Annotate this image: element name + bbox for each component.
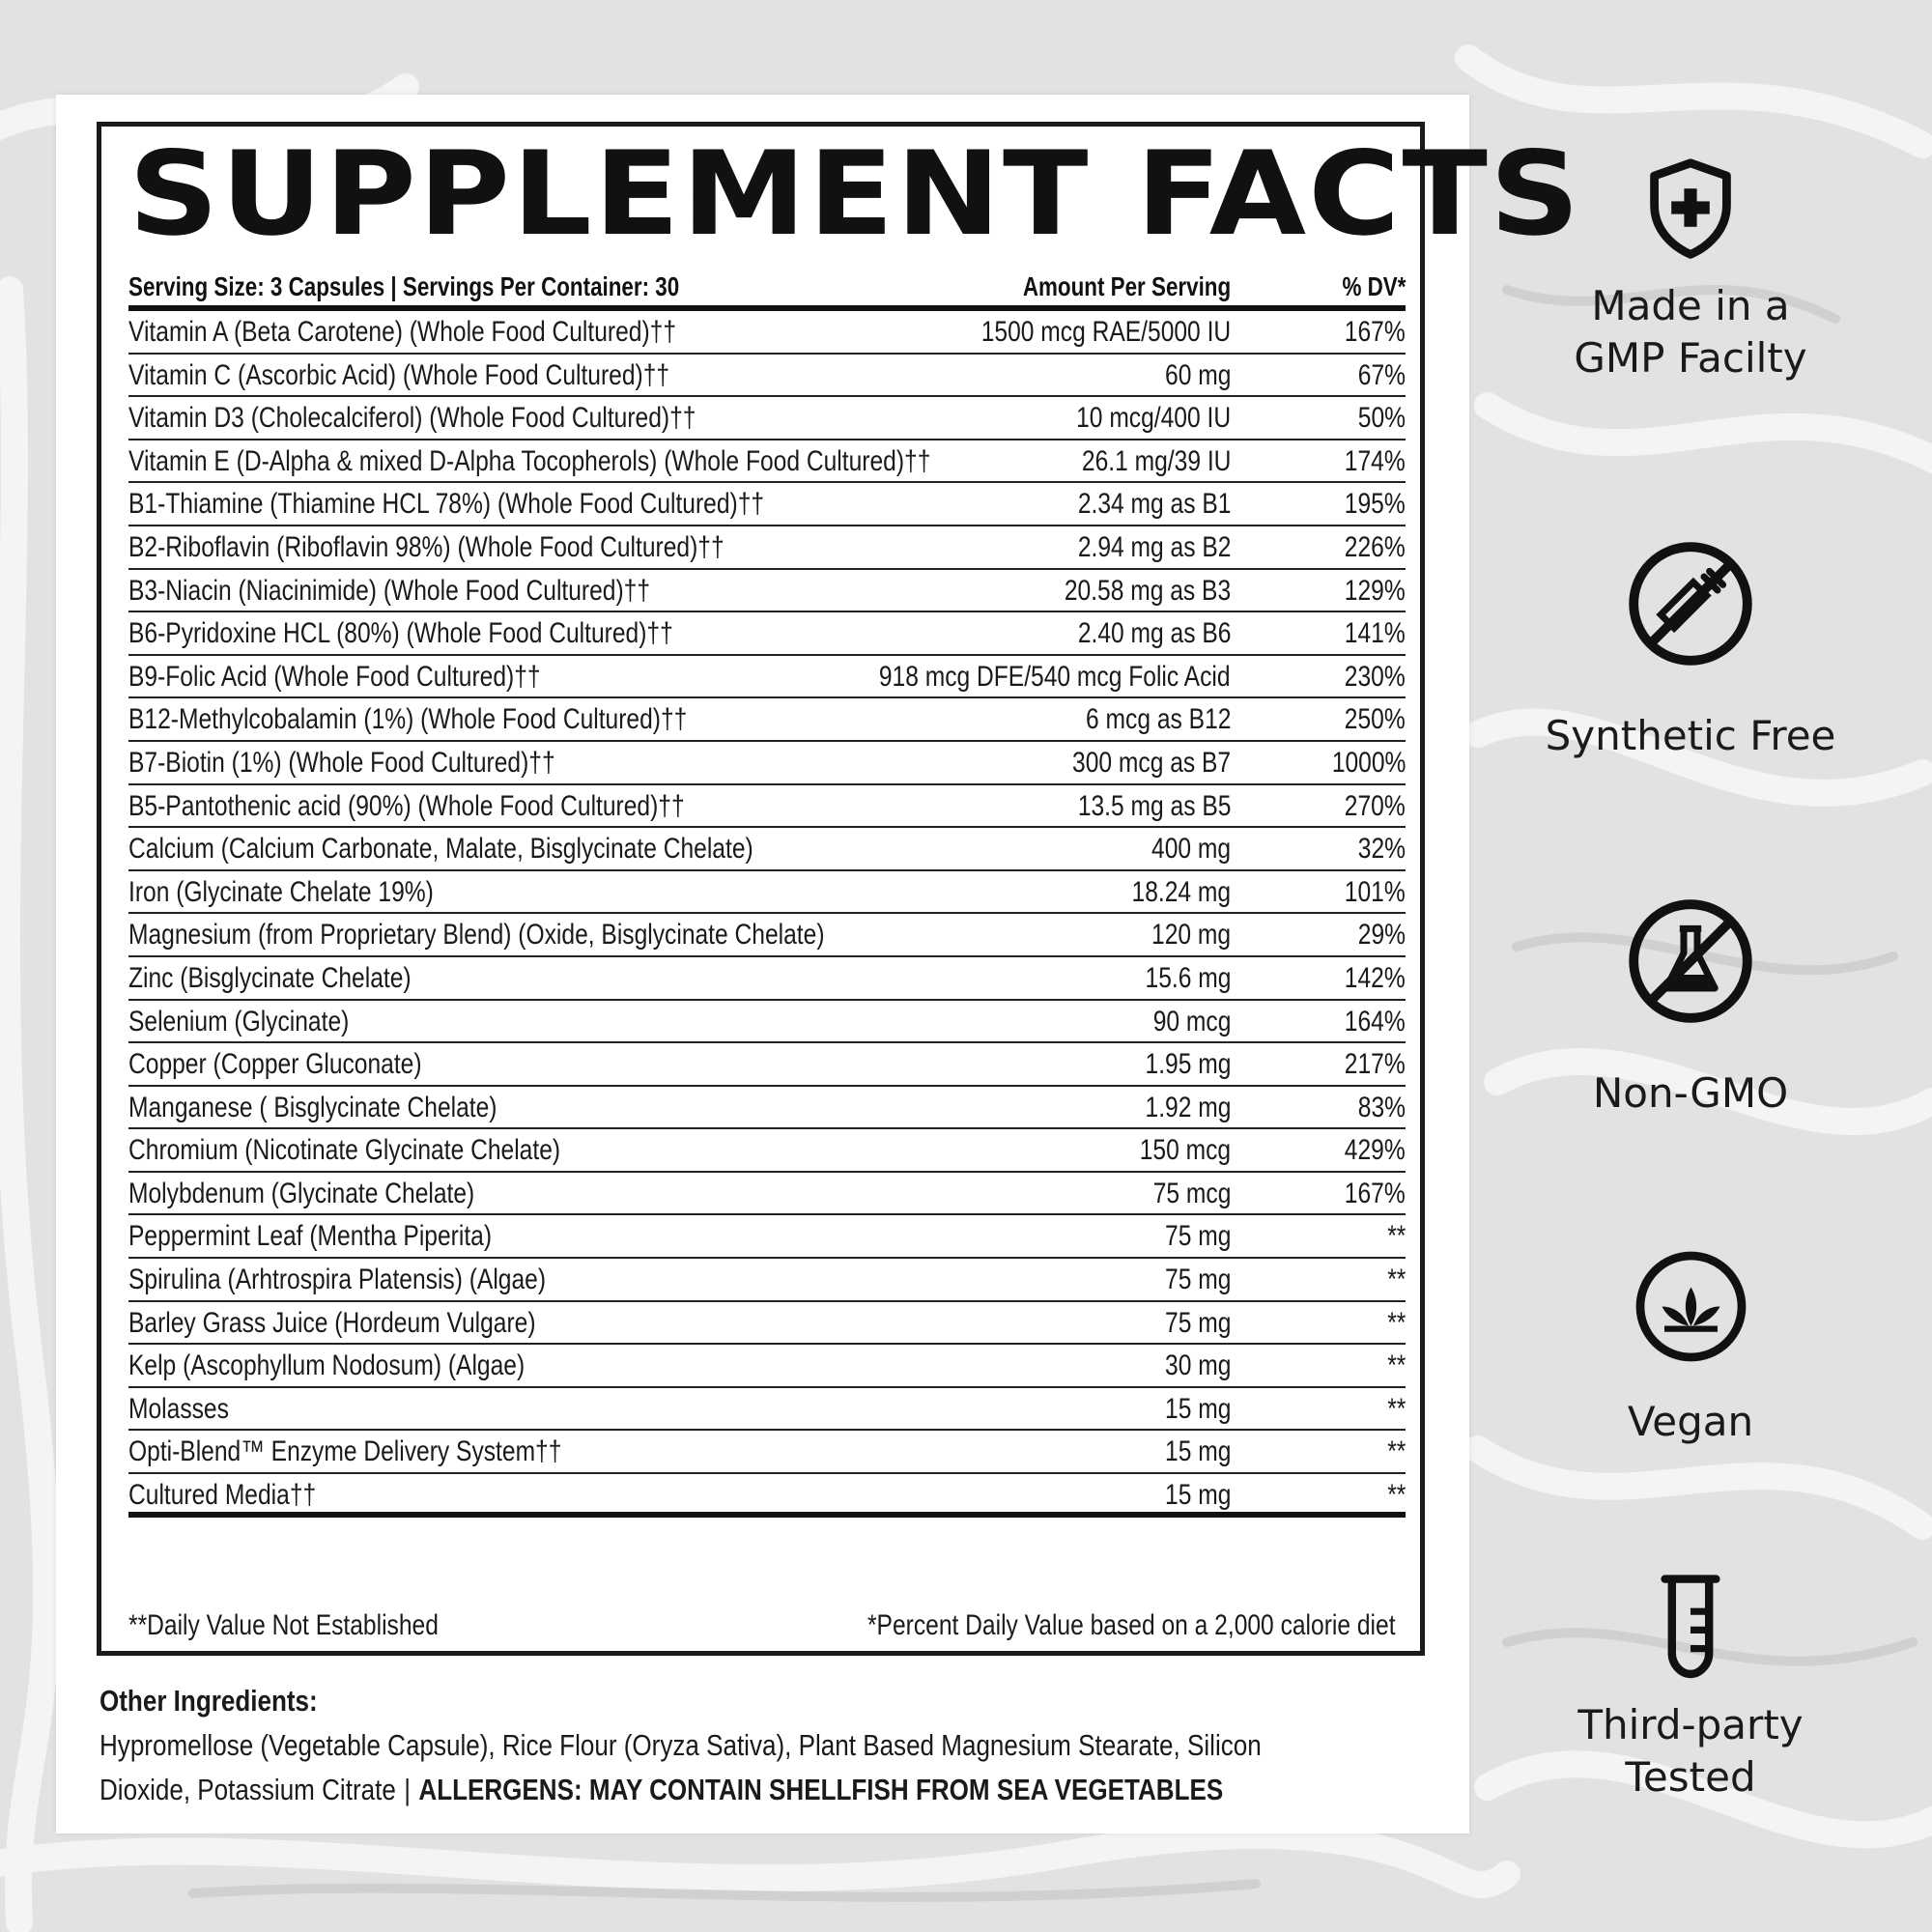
nutrient-dv: 101%: [1345, 875, 1406, 908]
nutrient-amount: 75 mg: [1164, 1306, 1231, 1339]
facts-title: SUPPLEMENT FACTS: [128, 128, 1582, 262]
nutrient-name: Copper (Copper Gluconate): [128, 1048, 422, 1081]
nutrient-amount: 15 mg: [1164, 1435, 1231, 1468]
dv-column-header: % DV*: [1342, 271, 1406, 301]
nutrient-dv: 226%: [1345, 530, 1406, 563]
badge-third-party-label-1: Third-party: [1577, 1701, 1804, 1748]
table-row: [128, 656, 1406, 699]
table-row: [128, 742, 1406, 785]
other-ingredients-line-2: Dioxide, Potassium Citrate: [99, 1773, 396, 1806]
nutrient-amount: 400 mg: [1151, 833, 1231, 866]
table-row: [128, 871, 1406, 915]
nutrient-dv: **: [1386, 1264, 1406, 1296]
nutrient-dv: 167%: [1345, 316, 1406, 348]
nutrient-amount: 75 mcg: [1152, 1177, 1231, 1209]
nutrient-name: Vitamin D3 (Cholecalciferol) (Whole Food Cultured)††: [128, 402, 696, 435]
nutrient-name: Chromium (Nicotinate Glycinate Chelate): [128, 1134, 561, 1167]
allergens-warning: ALLERGENS: MAY CONTAIN SHELLFISH FROM SEA VEGETABLES: [418, 1773, 1224, 1806]
nutrient-name: Iron (Glycinate Chelate 19%): [128, 875, 434, 908]
nutrient-dv: 83%: [1357, 1091, 1406, 1123]
no-syringe-icon: [1623, 536, 1758, 671]
nutrient-amount: 120 mg: [1151, 919, 1231, 952]
nutrient-name: B5-Pantothenic acid (90%) (Whole Food Cultured)††: [128, 789, 685, 822]
nutrient-dv: **: [1386, 1350, 1406, 1382]
nutrient-name: Barley Grass Juice (Hordeum Vulgare): [128, 1306, 536, 1339]
nutrient-dv: 129%: [1345, 574, 1406, 607]
table-row: [128, 1001, 1406, 1044]
badge-third-party-label-2: Tested: [1625, 1753, 1756, 1801]
nutrient-name: Spirulina (Arhtrospira Platensis) (Algae): [128, 1264, 547, 1296]
nutrient-amount: 60 mg: [1164, 358, 1231, 391]
nutrient-name: Molybdenum (Glycinate Chelate): [128, 1177, 475, 1209]
nutrient-amount: 300 mcg as B7: [1071, 746, 1231, 779]
table-row: [128, 1259, 1406, 1302]
nutrient-dv: 142%: [1345, 961, 1406, 994]
nutrient-dv: **: [1386, 1392, 1406, 1425]
badge-non-gmo: [1526, 894, 1855, 1120]
nutrient-amount: 90 mcg: [1152, 1005, 1231, 1037]
nutrient-amount: 30 mg: [1164, 1350, 1231, 1382]
nutrient-amount: 2.40 mg as B6: [1077, 617, 1231, 650]
nutrient-dv: 164%: [1345, 1005, 1406, 1037]
facts-header: [128, 269, 1406, 311]
table-row: [128, 957, 1406, 1001]
badge-gmp: [1526, 155, 1855, 384]
nutrient-amount: 15 mg: [1164, 1392, 1231, 1425]
nutrient-amount: 75 mg: [1164, 1264, 1231, 1296]
nutrient-dv: 50%: [1357, 402, 1406, 435]
nutrient-dv: **: [1386, 1220, 1406, 1253]
nutrient-amount: 918 mcg DFE/540 mcg Folic Acid: [879, 660, 1231, 693]
badge-vegan-label: Vegan: [1627, 1398, 1754, 1445]
nutrient-name: B2-Riboflavin (Riboflavin 98%) (Whole Food Cultured)††: [128, 530, 724, 563]
serving-info: Serving Size: 3 Capsules | Servings Per Container: 30: [128, 271, 680, 301]
nutrient-amount: 2.94 mg as B2: [1077, 530, 1231, 563]
amount-column-header: Amount Per Serving: [1022, 271, 1231, 301]
nutrient-name: Opti-Blend™ Enzyme Delivery System††: [128, 1435, 562, 1468]
nutrient-table: [128, 311, 1406, 1518]
nutrient-amount: 1.92 mg: [1145, 1091, 1231, 1123]
nutrient-dv: 230%: [1345, 660, 1406, 693]
table-row: [128, 397, 1406, 440]
nutrient-dv: 141%: [1345, 617, 1406, 650]
table-row: [128, 698, 1406, 742]
test-tube-icon: [1647, 1570, 1734, 1686]
nutrient-dv: 29%: [1357, 919, 1406, 952]
nutrient-amount: 75 mg: [1164, 1220, 1231, 1253]
nutrient-dv: 217%: [1345, 1048, 1406, 1081]
nutrient-amount: 1500 mcg RAE/5000 IU: [980, 316, 1231, 348]
nutrient-name: Vitamin C (Ascorbic Acid) (Whole Food Cultured)††: [128, 358, 670, 391]
nutrient-amount: 15 mg: [1164, 1479, 1231, 1512]
nutrient-dv: 67%: [1357, 358, 1406, 391]
nutrient-dv: **: [1386, 1306, 1406, 1339]
nutrient-name: Cultured Media††: [128, 1479, 317, 1512]
table-row: [128, 1345, 1406, 1388]
table-row: [128, 1173, 1406, 1216]
nutrient-dv: 167%: [1345, 1177, 1406, 1209]
nutrient-name: B12-Methylcobalamin (1%) (Whole Food Cultured)††: [128, 703, 688, 736]
other-ingredients: [99, 1679, 1452, 1812]
table-row: [128, 1474, 1406, 1518]
nutrient-name: Selenium (Glycinate): [128, 1005, 350, 1037]
table-row: [128, 1388, 1406, 1432]
leaf-icon: [1631, 1246, 1751, 1367]
nutrient-amount: 10 mcg/400 IU: [1076, 402, 1231, 435]
nutrient-dv: 270%: [1345, 789, 1406, 822]
table-row: [128, 1087, 1406, 1130]
table-row: [128, 1302, 1406, 1346]
no-flask-icon: [1623, 894, 1758, 1029]
table-row: [128, 1129, 1406, 1173]
nutrient-amount: 2.34 mg as B1: [1077, 488, 1231, 521]
table-row: [128, 612, 1406, 656]
nutrient-dv: 32%: [1357, 833, 1406, 866]
footnote-percent-daily-value: *Percent Daily Value based on a 2,000 calorie diet: [867, 1609, 1396, 1641]
table-row: [128, 570, 1406, 613]
badge-synthetic-free-label: Synthetic Free: [1545, 712, 1836, 759]
badge-gmp-label-2: GMP Facilty: [1574, 334, 1807, 382]
table-row: [128, 526, 1406, 570]
nutrient-amount: 20.58 mg as B3: [1064, 574, 1231, 607]
table-row: [128, 785, 1406, 829]
nutrient-dv: 250%: [1345, 703, 1406, 736]
badge-synthetic-free: [1526, 536, 1855, 762]
table-row: [128, 1043, 1406, 1087]
table-row: [128, 914, 1406, 957]
nutrient-name: Zinc (Bisglycinate Chelate): [128, 961, 412, 994]
nutrient-name: B9-Folic Acid (Whole Food Cultured)††: [128, 660, 541, 693]
table-row: [128, 355, 1406, 398]
nutrient-name: B7-Biotin (1%) (Whole Food Cultured)††: [128, 746, 555, 779]
nutrient-amount: 18.24 mg: [1131, 875, 1231, 908]
nutrient-name: Manganese ( Bisglycinate Chelate): [128, 1091, 497, 1123]
supplement-card: [56, 95, 1582, 1833]
separator: |: [404, 1773, 411, 1806]
nutrient-amount: 1.95 mg: [1145, 1048, 1231, 1081]
nutrient-amount: 6 mcg as B12: [1085, 703, 1231, 736]
nutrient-name: B3-Niacin (Niacinimide) (Whole Food Cultured)††: [128, 574, 651, 607]
nutrient-name: B1-Thiamine (Thiamine HCL 78%) (Whole Food Cultured)††: [128, 488, 765, 521]
nutrient-amount: 150 mcg: [1139, 1134, 1231, 1167]
nutrient-dv: **: [1386, 1435, 1406, 1468]
other-ingredients-line-1: Hypromellose (Vegetable Capsule), Rice Flour (Oryza Sativa), Plant Based Magnesium Stearate, Silicon: [99, 1728, 1262, 1762]
nutrient-name: Vitamin E (D-Alpha & mixed D-Alpha Tocopherols) (Whole Food Cultured)††: [128, 444, 931, 477]
table-row: [128, 1215, 1406, 1259]
nutrient-dv: 1000%: [1331, 746, 1406, 779]
badge-third-party: [1526, 1570, 1855, 1804]
nutrient-dv: 174%: [1345, 444, 1406, 477]
footnote-dv-not-established: **Daily Value Not Established: [128, 1609, 439, 1641]
badge-non-gmo-label: Non-GMO: [1592, 1069, 1789, 1117]
nutrient-name: Peppermint Leaf (Mentha Piperita): [128, 1220, 493, 1253]
nutrient-amount: 26.1 mg/39 IU: [1081, 444, 1231, 477]
table-row: [128, 828, 1406, 871]
table-row: [128, 440, 1406, 484]
other-ingredients-label: Other Ingredients:: [99, 1684, 318, 1718]
badge-vegan: [1526, 1246, 1855, 1448]
badge-gmp-label-1: Made in a: [1591, 282, 1790, 329]
nutrient-name: B6-Pyridoxine HCL (80%) (Whole Food Cultured)††: [128, 617, 673, 650]
facts-panel: [97, 122, 1582, 1656]
table-row: [128, 311, 1406, 355]
table-row: [128, 1431, 1406, 1474]
nutrient-dv: 429%: [1345, 1134, 1406, 1167]
nutrient-amount: 15.6 mg: [1145, 961, 1231, 994]
table-row: [128, 483, 1406, 526]
nutrient-amount: 13.5 mg as B5: [1077, 789, 1231, 822]
nutrient-dv: 195%: [1345, 488, 1406, 521]
nutrient-name: Vitamin A (Beta Carotene) (Whole Food Cultured)††: [128, 316, 677, 348]
nutrient-name: Magnesium (from Proprietary Blend) (Oxide, Bisglycinate Chelate): [128, 919, 825, 952]
nutrient-name: Kelp (Ascophyllum Nodosum) (Algae): [128, 1350, 526, 1382]
shield-plus-icon: [1637, 155, 1744, 261]
nutrient-name: Calcium (Calcium Carbonate, Malate, Bisglycinate Chelate): [128, 833, 753, 866]
nutrient-name: Molasses: [128, 1392, 229, 1425]
nutrient-dv: **: [1386, 1479, 1406, 1512]
